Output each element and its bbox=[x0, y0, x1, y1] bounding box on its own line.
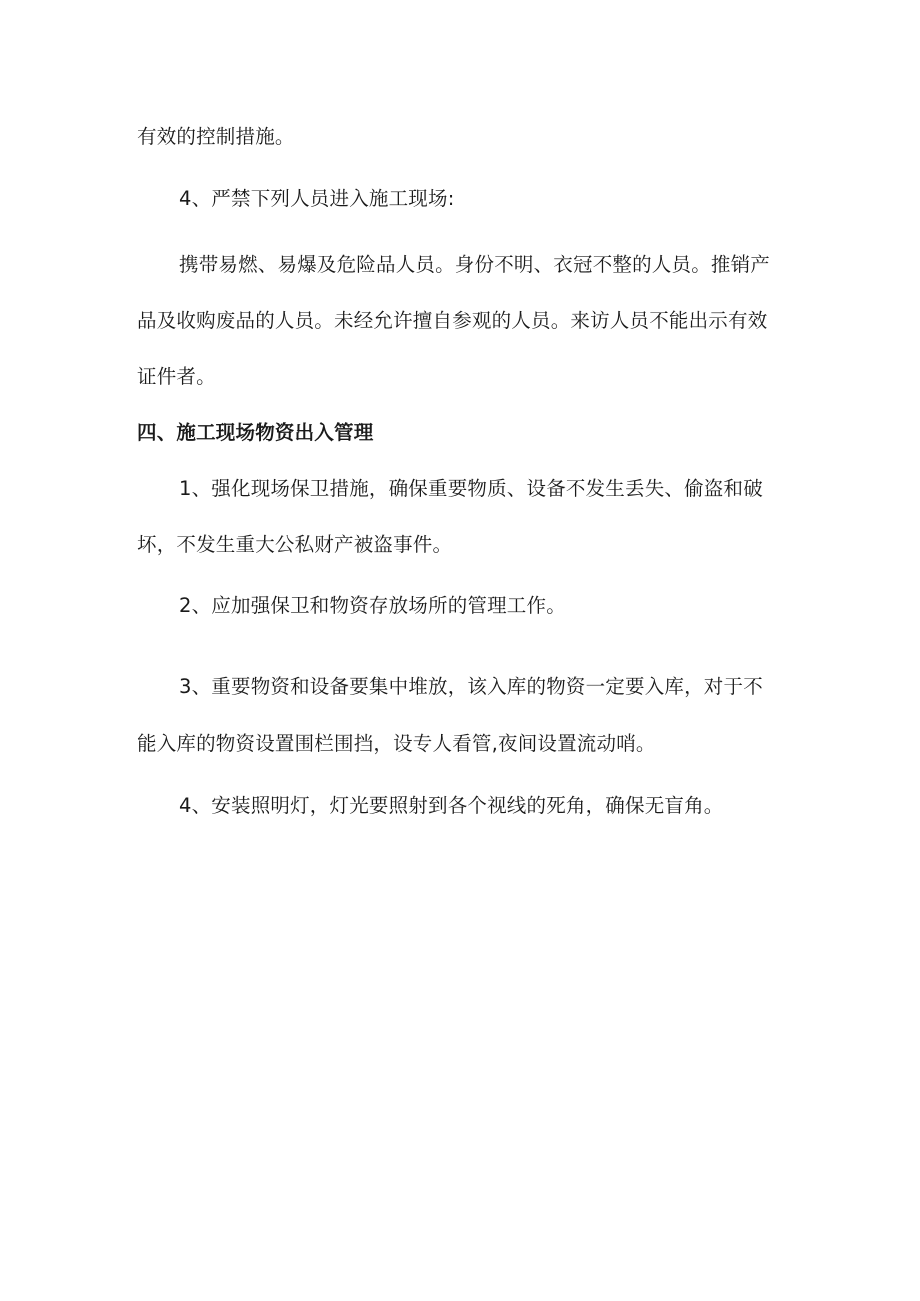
section-heading: 四、施工现场物资出入管理 bbox=[137, 421, 374, 444]
list-item: 3、重要物资和设备要集中堆放，该入库的物资一定要入库，对于不 bbox=[179, 675, 763, 698]
paragraph-line: 品及收购废品的人员。未经允许擅自参观的人员。来访人员不能出示有效 bbox=[137, 309, 768, 332]
list-item: 4、严禁下列人员进入施工现场: bbox=[179, 187, 455, 210]
paragraph-line: 能入库的物资设置围栏围挡，设专人看管,夜间设置流动哨。 bbox=[137, 732, 656, 755]
paragraph-line: 坏，不发生重大公私财产被盗事件。 bbox=[137, 533, 453, 556]
list-item: 4、安装照明灯，灯光要照射到各个视线的死角，确保无盲角。 bbox=[179, 794, 724, 817]
list-item: 2、应加强保卫和物资存放场所的管理工作。 bbox=[179, 594, 566, 617]
paragraph-line: 携带易燃、易爆及危险品人员。身份不明、衣冠不整的人员。推销产 bbox=[179, 253, 771, 276]
paragraph-line: 有效的控制措施。 bbox=[137, 125, 295, 148]
list-item: 1、强化现场保卫措施，确保重要物质、设备不发生丢失、偷盗和破 bbox=[179, 477, 763, 500]
paragraph-line: 证件者。 bbox=[137, 365, 216, 388]
